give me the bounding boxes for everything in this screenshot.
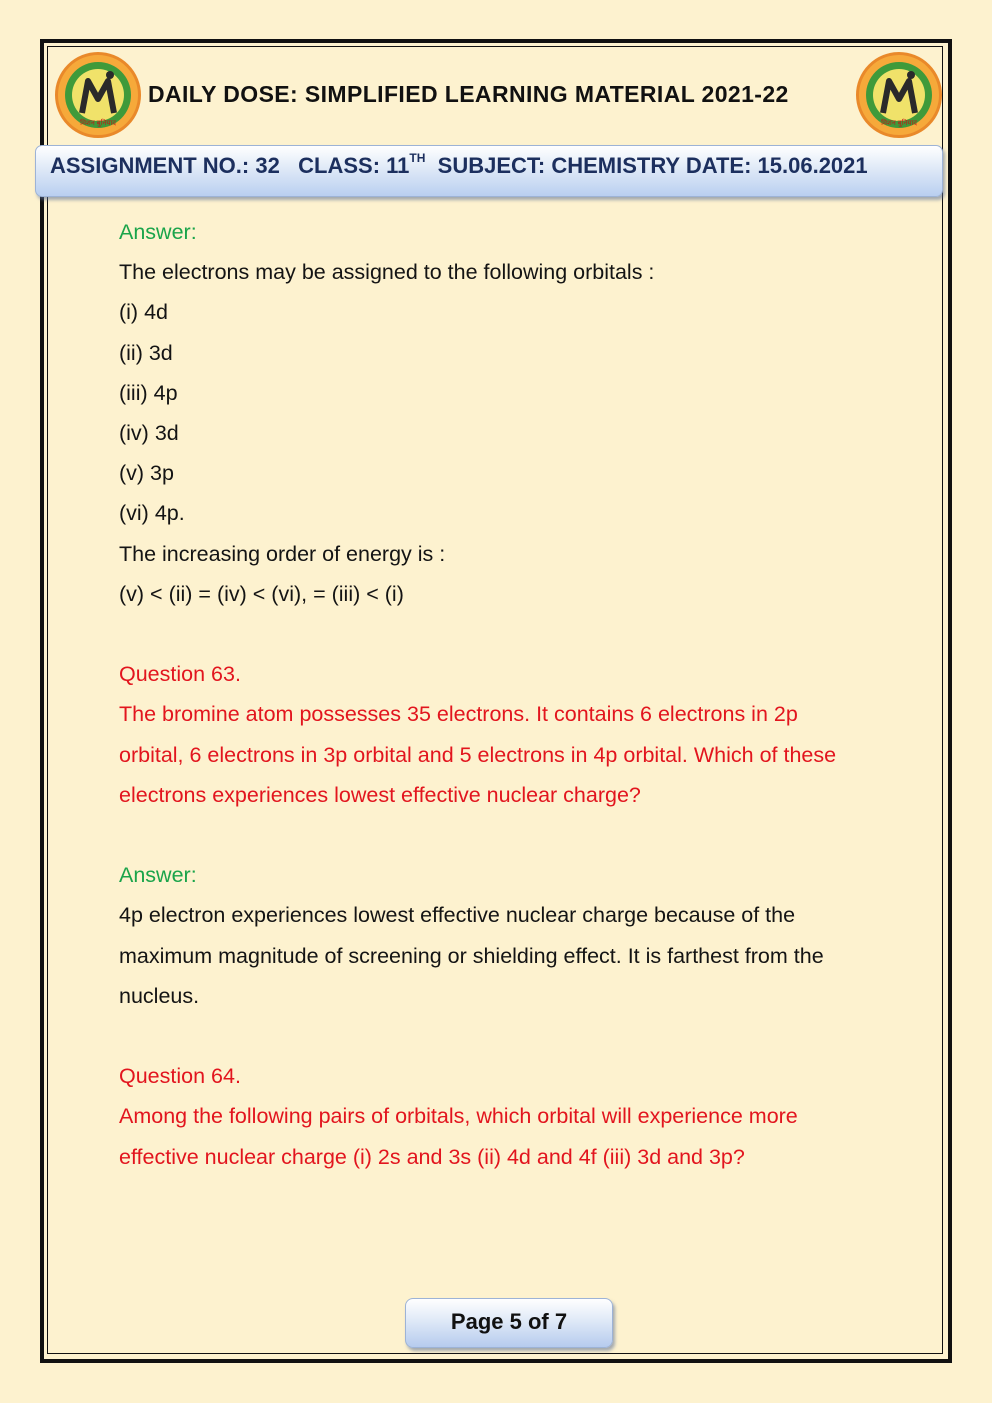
answer-line: 4p electron experiences lowest effective nuclear charge because of the bbox=[119, 903, 796, 928]
answer-line: (v) < (ii) = (iv) < (vi), = (iii) < (i) bbox=[119, 581, 404, 606]
answer-line: (ii) 3d bbox=[119, 340, 173, 365]
answer-line: (iii) 4p bbox=[119, 380, 178, 405]
document-title: DAILY DOSE: SIMPLIFIED LEARNING MATERIAL 2021-22 bbox=[148, 81, 789, 107]
spacer bbox=[119, 614, 919, 654]
spacer bbox=[119, 815, 919, 855]
page-indicator: Page 5 of 7 bbox=[450, 1309, 568, 1334]
logo-text: मिशन बुनियाद bbox=[80, 120, 116, 127]
logo-text: मिशन बुनियाद bbox=[881, 120, 917, 127]
question-line: electrons experiences lowest effective nuclear charge? bbox=[119, 782, 641, 807]
answer-line: (v) 3p bbox=[119, 461, 174, 486]
answer-line: nucleus. bbox=[119, 983, 200, 1008]
answer-line: (iv) 3d bbox=[119, 421, 179, 446]
answer-line: maximum magnitude of screening or shielding effect. It is farthest from the bbox=[119, 943, 824, 968]
answer-line: (vi) 4p. bbox=[119, 501, 185, 526]
date-label: DATE: 15.06.2021 bbox=[685, 153, 868, 178]
question-line: orbital, 6 electrons in 3p orbital and 5 electrons in 4p orbital. Which of these bbox=[119, 742, 837, 767]
question-label: Question 63. bbox=[119, 662, 241, 687]
mission-logo-right bbox=[856, 52, 942, 138]
assignment-info-text bbox=[50, 153, 930, 179]
page-content bbox=[119, 212, 919, 1177]
class-label: CLASS: 11 bbox=[298, 153, 410, 178]
question-line: effective nuclear charge (i) 2s and 3s (ii) 4d and 4f (iii) 3d and 3p? bbox=[119, 1144, 745, 1169]
assignment-number: ASSIGNMENT NO.: 32 bbox=[50, 153, 280, 178]
answer-line: (i) 4d bbox=[119, 300, 168, 325]
spacer bbox=[119, 1016, 919, 1056]
question-label: Question 64. bbox=[119, 1064, 241, 1089]
subject-label: SUBJECT: CHEMISTRY bbox=[437, 153, 680, 178]
mission-logo-left bbox=[55, 52, 141, 138]
question-line: Among the following pairs of orbitals, which orbital will experience more bbox=[119, 1104, 798, 1129]
answer-line: The electrons may be assigned to the following orbitals : bbox=[119, 260, 655, 285]
answer-label: Answer: bbox=[119, 220, 197, 244]
class-superscript: TH bbox=[409, 151, 426, 165]
question-line: The bromine atom possesses 35 electrons. It contains 6 electrons in 2p bbox=[119, 702, 798, 727]
answer-label: Answer: bbox=[119, 863, 197, 888]
answer-line: The increasing order of energy is : bbox=[119, 541, 446, 566]
